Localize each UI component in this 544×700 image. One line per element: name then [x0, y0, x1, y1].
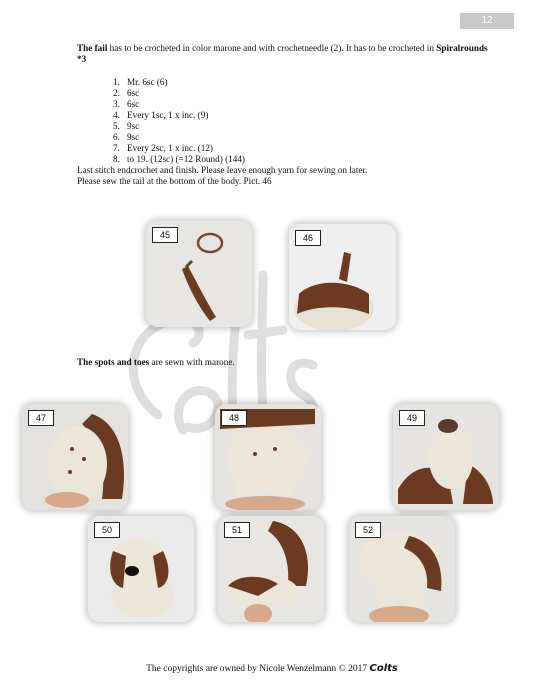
round-number: 1. — [113, 77, 120, 87]
round-item — [113, 110, 497, 121]
intro-text: has to be crocheted in color marone and with crochetneedle (2). It has to be crocheted in — [107, 43, 434, 53]
photo-number: 46 — [295, 230, 321, 246]
round-text: 9sc — [127, 121, 140, 131]
after-line: Last stitch endcrochet and finish. Please leave enough yarn for sewing on later. — [77, 165, 368, 175]
after-line: Please sew the tail at the bottom of the body. Pict. 46 — [77, 176, 272, 186]
photo-number: 47 — [28, 410, 54, 426]
copyright-text: The copyrights are owned by Nicole Wenzelmann © 2017 — [146, 664, 370, 674]
photo-49 — [393, 404, 499, 510]
photo-number: 51 — [224, 522, 250, 538]
round-number: 8. — [113, 154, 120, 164]
photo-47 — [22, 404, 128, 510]
round-text: Every 2sc, 1 x inc. (12) — [127, 143, 213, 153]
round-item — [113, 99, 497, 110]
photo-number: 45 — [152, 227, 178, 243]
round-text: 9sc — [127, 132, 140, 142]
photo-46 — [289, 224, 396, 330]
round-item — [113, 132, 497, 143]
intro-paragraph — [77, 43, 497, 65]
round-text: 6sc — [127, 99, 140, 109]
photo-50 — [88, 516, 194, 622]
round-text: Every 1sc, 1 x inc. (9) — [127, 110, 209, 120]
after-text — [77, 165, 497, 187]
round-item — [113, 154, 497, 165]
page-number: 12 — [460, 13, 514, 29]
instructions — [77, 43, 497, 187]
rounds-list — [77, 77, 497, 165]
intro-bold-lead: The fail — [77, 43, 108, 53]
round-number: 4. — [113, 110, 120, 120]
round-text: Mr. 6sc (6) — [127, 77, 168, 87]
photo-number: 52 — [355, 522, 381, 538]
photo-48 — [215, 404, 321, 510]
round-item — [113, 88, 497, 99]
spots-bold: The spots and toes — [77, 357, 150, 367]
copyright-footer — [0, 663, 544, 674]
photo-45 — [146, 221, 252, 327]
round-item — [113, 121, 497, 132]
round-number: 5. — [113, 121, 120, 131]
photo-number: 48 — [221, 410, 247, 426]
round-number: 2. — [113, 88, 120, 98]
spots-text: are sewn with marone. — [149, 357, 235, 367]
intro-bold-tail: Spiralrounds *3 — [77, 43, 488, 64]
round-number: 7. — [113, 143, 120, 153]
photo-52 — [349, 516, 455, 622]
photo-51 — [218, 516, 324, 622]
photo-number: 50 — [94, 522, 120, 538]
round-number: 6. — [113, 132, 120, 142]
brand-logo: Colts — [369, 663, 398, 674]
round-number: 3. — [113, 99, 120, 109]
round-text: to 19. (12sc) (=12 Round) (144) — [127, 154, 245, 164]
round-text: 6sc — [127, 88, 140, 98]
round-item — [113, 77, 497, 88]
round-item — [113, 143, 497, 154]
photo-number: 49 — [399, 410, 425, 426]
spots-paragraph — [77, 357, 235, 367]
